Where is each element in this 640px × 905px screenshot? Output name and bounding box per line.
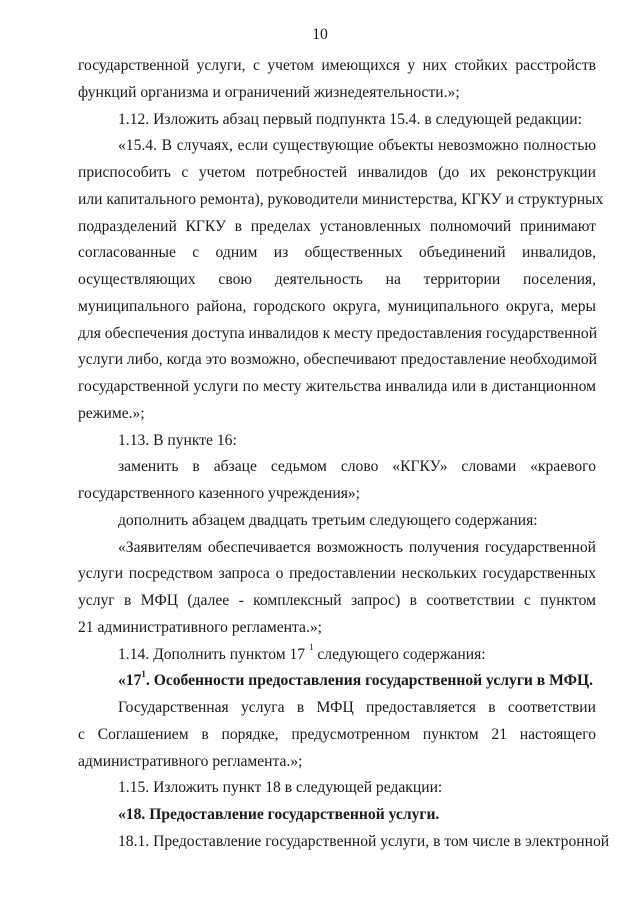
text-line: режиме.»;: [78, 404, 145, 422]
text-line: 1.12. Изложить абзац первый подпункта 15.4. в следующей редакции:: [118, 110, 582, 128]
text-line: для обеспечения доступа инвалидов к месту предоставления государственной: [78, 324, 598, 342]
section-heading-17-1: [78, 668, 596, 695]
text-line: Государственная услуга в МФЦ предоставляется в соответствии: [118, 699, 596, 716]
text-line: государственного казенного учреждения»;: [78, 485, 361, 502]
text-line: 21 административного регламента.»;: [78, 618, 322, 636]
heading-text: «17: [118, 672, 142, 690]
document-body: [78, 53, 610, 856]
text-line: 1.13. В пункте 16:: [118, 431, 237, 449]
text-line: подразделений КГКУ в пределах установленных полномочий принимают: [78, 217, 596, 235]
text-line: функций организма и ограничений жизнедеятельности.»;: [78, 83, 460, 101]
text-line-1-14: [78, 642, 596, 669]
text-line: или капитального ремонта), руководители министерства, КГКУ и структурных: [78, 190, 604, 208]
text-line: государственной услуги, с учетом имеющихся у них стойких расстройств: [78, 57, 596, 74]
text-line: «Заявителям обеспечивается возможность получения государственной: [118, 538, 596, 556]
text-line: 1.15. Изложить пункт 18 в следующей редакции:: [118, 779, 443, 797]
text-line: административного регламента.»;: [78, 752, 303, 770]
text-line: услуги посредством запроса о предоставлении нескольких государственных: [78, 565, 596, 583]
page-number: 10: [312, 26, 328, 43]
text-line: приспособить с учетом потребностей инвалидов (до их реконструкции: [78, 164, 596, 181]
text-line: услуг в МФЦ (далее - комплексный запрос) в соответствии с пунктом: [78, 592, 596, 609]
superscript: 1: [308, 642, 314, 653]
text-line: согласованные с одним из общественных объединений инвалидов,: [78, 244, 596, 262]
text-line: «15.4. В случаях, если существующие объекты невозможно полностью: [118, 137, 596, 155]
heading-text: . Особенности предоставления государственной услуги в МФЦ.: [145, 672, 594, 690]
text-line: с Соглашением в порядке, предусмотренном пунктом 21 настоящего: [78, 725, 596, 743]
text-line: заменить в абзаце седьмом слово «КГКУ» словами «краевого: [118, 458, 596, 476]
text-line: услуги либо, когда это возможно, обеспечивают предоставление необходимой: [78, 351, 598, 369]
text-line: дополнить абзацем двадцать третьим следующего содержания:: [118, 511, 538, 529]
line-text: следующего содержания:: [313, 645, 486, 663]
section-heading-18: «18. Предоставление государственной услуги.: [118, 806, 440, 823]
text-line: 18.1. Предоставление государственной услуги, в том числе в электронной: [118, 832, 610, 850]
text-line: осуществляющих свою деятельность на территории поселения,: [78, 271, 596, 288]
superscript: 1: [141, 669, 146, 680]
text-line: государственной услуги по месту жительства инвалида или в дистанционном: [78, 378, 596, 395]
text-line: муниципального района, городского округа, муниципального округа, меры: [78, 297, 596, 315]
line-text: 1.14. Дополнить пунктом 17: [118, 645, 309, 663]
